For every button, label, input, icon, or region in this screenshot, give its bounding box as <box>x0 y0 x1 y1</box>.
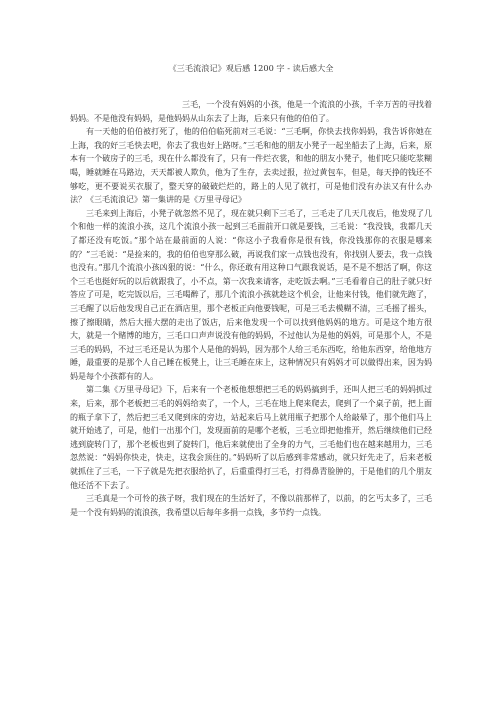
paragraph-episode-two: 第二集《万里寻母记》下，后来有一个老板他想想把三毛的妈妈搞到手，还叫人把三毛的妈妈抓过来，后来，那个老板把三毛的妈妈给卖了，一个人，三毛在地上爬来爬去，爬到了一个桌子前，把上面的瓶子拿下了，然后把三毛又爬到床的旁边，站起来后马上就用瓶子把那个人给敲晕了，那个他们马上就开始逃了，可是，他们一出那个门，发现面前的是哪个老板，三毛立即把他推开，然后继续他们已经逃到旋转门了，那个老板也到了旋转门，他后来就使出了全身的力气，三毛他们也在越来越用力，三毛忽然说：“妈妈你快走，快走，这我会顶住的。”妈妈听了以后感到非常感动，就只好先走了，后来老板就抓住了三毛，一下子就是先把衣服给扒了，后重重得打三毛，打得鼻青脸肿的，于是他们的几个朋友他还活不下去了。 <box>70 385 432 490</box>
document-page <box>70 62 432 519</box>
paragraph-conclusion: 三毛真是一个可怜的孩子呀，我们现在的生活好了，不像以前那样了，以前，的乞丐太多了，三毛是一个没有妈妈的流浪孩，我希望以后每年多捐一点钱，多节约一点钱。 <box>70 494 432 517</box>
paragraph-episode-one: 三毛来到上海后，小凳子就忽然不见了，现在就只剩下三毛了，三毛走了几天几夜后，他发现了几个和他一样的流浪小孩，这几个流浪小孩一起到三毛面前开口就是要钱，三毛说：“我没钱，我都几天了都还没有吃饭。”那个站在最前面的人说：“你这小子我看你是很有钱，你没钱那你的衣服是哪来的？”三毛说：“是捡来的，我的伯伯也穿那么破，再说我们家一点钱也没有，你找别人要去，我一点钱也没有。”那几个流浪小孩凶狠的说：“什么，你还敢有用这种口气跟我说话，是不是不想活了啊，你这个三毛也挺好玩的以后就跟我了，小不点，第一次我来请客，走吃饭去啊。”三毛看着自己的肚子就只好答应了可是，吃完饭以后，三毛喝醉了，那几个流浪小孩就趁这个机会，让他来付钱，他们就先跑了，三毛醒了以后他发现自己正在酒店里，那个老板正向他要钱呢，可是三毛去模糊不清，三毛摇了摇头，擦了擦眼睛，然后大摇大摆的走出了饭店，后来他发现一个可以找到他妈妈的地方。可是这个地方很大，就是一个赌博的地方，三毛口口声声说没有他的妈妈，不过他认为是他的妈妈，可是那个人，不是三毛的妈妈，不过三毛还是认为那个人是他的妈妈，因为那个人给三毛东西吃，给他东西穿，给他地方睡，最重要的是那个人自己睡在板凳上，让三毛睡在床上，这种情况只有妈妈才可以做得出来，因为妈妈是每个小孩都有的人。 <box>70 208 432 381</box>
paragraph-intro: 三毛，一个没有妈妈的小孩，他是一个流浪的小孩，千辛万苦的寻找着妈妈。不是他没有妈妈，是他妈妈从山东去了上海，后来只有他的伯伯了。 <box>70 100 432 123</box>
document-title: 《三毛流浪记》观后感 1200 字 - 读后感大全 <box>168 63 334 73</box>
paragraph-uncle: 有一天他的伯伯被打死了，他的伯伯临死前对三毛说：“三毛啊，你快去找你妈妈，我告诉你她在上海，我的好三毛快去吧，你去了我也好上路呀。”三毛和他的朋友小凳子一起坐船去了上海，后来，原本有一个破房子的三毛，现在什么都没有了，只有一件烂衣裳，和他的朋友小凳子，他们吃只能吃浆糊喝，睡就睡在马路边，天天都被人欺负，他为了生存，去卖过报，拉过黄包车，但是，每天挣的钱还不够吃，更不要说买衣服了，整天穿的破破烂烂的，路上的人见了就打，可是他们没有办法又有什么办法？《三毛流浪记》第一集讲的是《万里寻母记》 <box>70 127 432 205</box>
